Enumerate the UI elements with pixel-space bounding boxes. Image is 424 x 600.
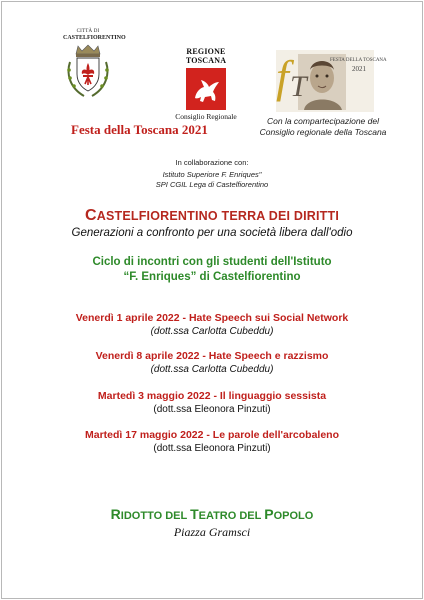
comune-caption-name: CASTELFIORENTINO bbox=[63, 35, 126, 41]
compart-line1: Con la compartecipazione del bbox=[267, 116, 379, 126]
collab-partner1: Istituto Superiore F. Enriques" bbox=[162, 170, 262, 179]
venue-word: IDOTTO DEL bbox=[120, 510, 191, 522]
svg-text:f: f bbox=[276, 51, 289, 102]
main-title-rest: ASTELFIORENTINO TERRA DEI DIRITTI bbox=[96, 209, 339, 223]
venue-place: Piazza Gramsci bbox=[173, 525, 251, 539]
regione-logo bbox=[166, 47, 246, 121]
event-title: Venerdì 8 aprile 2022 - Hate Speech e razzismo bbox=[95, 350, 329, 362]
ciclo-line1: Ciclo di incontri con gli studenti dell'Istituto bbox=[92, 256, 332, 268]
comune-logo bbox=[63, 29, 126, 100]
event-speaker: (dott.ssa Eleonora Pinzuti) bbox=[153, 443, 271, 454]
festa-logo-year: 2021 bbox=[352, 65, 366, 73]
main-title bbox=[0, 207, 424, 225]
svg-text:T: T bbox=[290, 70, 307, 103]
event-item bbox=[0, 429, 424, 454]
subtitle: Generazioni a confronto per una società libera dall'odio bbox=[71, 227, 353, 239]
venue-initial: P bbox=[264, 506, 274, 522]
event-title: Martedì 17 maggio 2022 - Le parole dell'arcobaleno bbox=[85, 429, 339, 441]
ciclo-line2: “F. Enriques” di Castelfiorentino bbox=[123, 271, 301, 283]
event-item bbox=[0, 350, 424, 375]
regione-sub: Consiglio Regionale bbox=[175, 112, 237, 121]
collab-intro: In collaborazione con: bbox=[175, 158, 249, 167]
compart-line2: Consiglio regionale della Toscana bbox=[259, 127, 387, 137]
event-speaker: (dott.ssa Carlotta Cubeddu) bbox=[150, 364, 274, 375]
compartecipazione-note bbox=[248, 116, 398, 138]
venue-initial: T bbox=[190, 506, 199, 522]
event-item bbox=[0, 390, 424, 415]
pegasus-icon bbox=[186, 68, 226, 110]
event-item bbox=[0, 312, 424, 337]
collab-partner2: SPI CGIL Lega di Castelfiorentino bbox=[155, 180, 269, 189]
regione-title: REGIONE TOSCANA bbox=[185, 47, 227, 65]
venue-word: OPOLO bbox=[273, 510, 314, 522]
event-title: Martedì 3 maggio 2022 - Il linguaggio sessista bbox=[97, 390, 327, 402]
venue-word: EATRO DEL bbox=[198, 510, 265, 522]
festa-logo-text: FESTA DELLA TOSCANA bbox=[330, 58, 387, 63]
festa-title: Festa della Toscana 2021 bbox=[71, 122, 208, 137]
event-speaker: (dott.ssa Carlotta Cubeddu) bbox=[150, 326, 274, 337]
coat-of-arms-icon bbox=[64, 44, 112, 100]
festa-toscana-logo bbox=[276, 50, 387, 112]
venue-title bbox=[0, 506, 424, 522]
comune-caption-top: CITTÀ DI bbox=[76, 29, 100, 34]
event-title: Venerdì 1 aprile 2022 - Hate Speech sui Social Network bbox=[75, 312, 349, 324]
venue-initial: R bbox=[110, 506, 121, 522]
main-title-initial: C bbox=[84, 207, 97, 224]
event-speaker: (dott.ssa Eleonora Pinzuti) bbox=[153, 404, 271, 415]
